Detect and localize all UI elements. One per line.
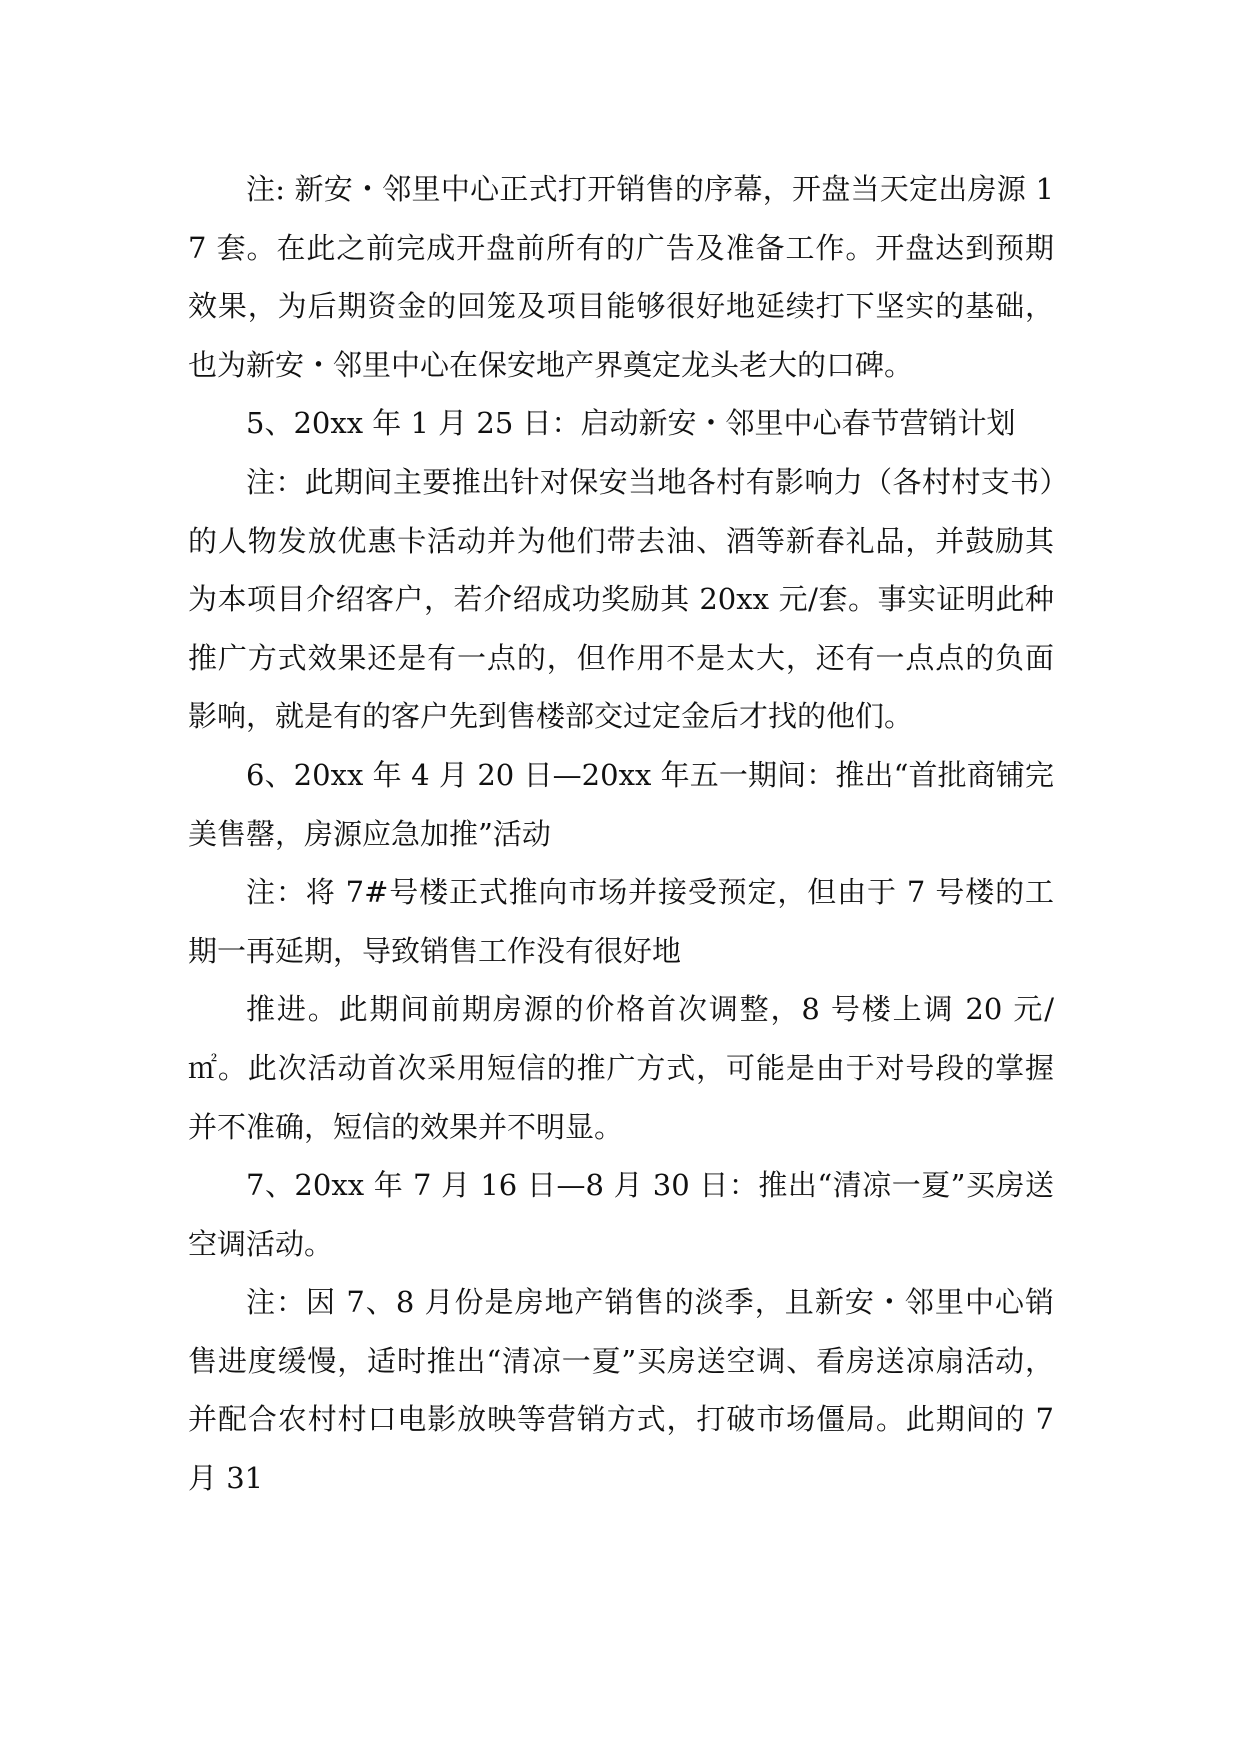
paragraph-item-6: 6、20xx 年 4 月 20 日—20xx 年五一期间：推出“首批商铺完美售罄，房源应急加推”活动 bbox=[188, 757, 1054, 851]
paragraph-opening-note: 注: 新安・邻里中心正式打开销售的序幕，开盘当天定出房源 17 套。在此之前完成开盘前所有的广告及准备工作。开盘达到预期效果，为后期资金的回笼及项目能够很好地延续打下坚实的基础，也为新安・邻里中心在保安地产界奠定龙头老大的口碑。 bbox=[188, 172, 1054, 382]
paragraph-item-5-note: 注：此期间主要推出针对保安当地各村有影响力（各村村支书）的人物发放优惠卡活动并为他们带去油、酒等新春礼品，并鼓励其为本项目介绍客户，若介绍成功奖励其 20xx 元/套。事实证明此种推广方式效果还是有一点的，但作用不是太大，还有一点点的负面影响，就是有的客户先到售楼部交过定金后才找的他们。 bbox=[188, 464, 1054, 734]
document-body bbox=[188, 160, 1054, 1508]
paragraph-item-6-note: 注：将 7#号楼正式推向市场并接受预定，但由于 7 号楼的工期一再延期，导致销售工作没有很好地 bbox=[188, 875, 1054, 968]
paragraph-item-7: 7、20xx 年 7 月 16 日—8 月 30 日：推出“清凉一夏”买房送空调活动。 bbox=[188, 1168, 1054, 1261]
paragraph-item-6-note-continued: 推进。此期间前期房源的价格首次调整，8 号楼上调 20 元/㎡。此次活动首次采用短信的推广方式，可能是由于对号段的掌握并不准确，短信的效果并不明显。 bbox=[188, 992, 1054, 1144]
paragraph-item-7-note: 注：因 7、8 月份是房地产销售的淡季，且新安・邻里中心销售进度缓慢，适时推出“清凉一夏”买房送空调、看房送凉扇活动，并配合农村村口电影放映等营销方式，打破市场僵局。此期间的 7 月 31 bbox=[188, 1285, 1054, 1496]
paragraph-item-5: 5、20xx 年 1 月 25 日：启动新安・邻里中心春节营销计划 bbox=[246, 406, 1016, 441]
